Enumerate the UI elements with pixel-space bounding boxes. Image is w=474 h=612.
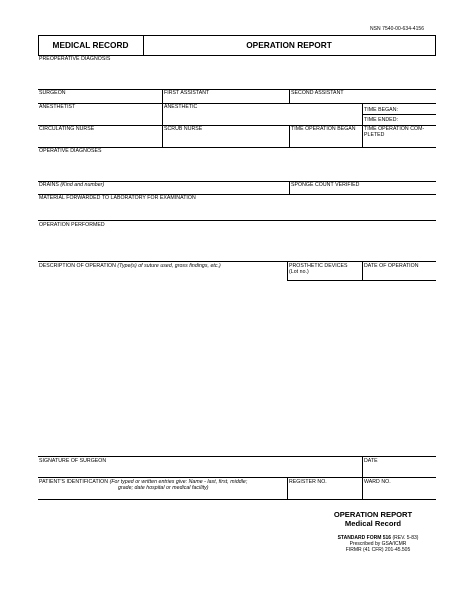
ward-no-field[interactable] <box>363 486 436 498</box>
first-assistant-label: FIRST ASSISTANT <box>164 90 210 96</box>
second-assistant-field[interactable] <box>290 96 436 103</box>
header-top-border <box>38 35 436 36</box>
anesthetic-field[interactable] <box>163 110 362 124</box>
row-line-operation-performed <box>38 220 436 221</box>
preoperative-diagnosis-field[interactable] <box>38 63 436 88</box>
signature-of-surgeon-label: SIGNATURE OF SURGEON <box>39 458 107 464</box>
time-began-line <box>362 114 436 115</box>
material-forwarded-label: MATERIAL FORWARDED TO LABORATORY FOR EXAMINATION <box>39 195 196 201</box>
medical-record-title: MEDICAL RECORD <box>52 40 129 50</box>
patient-identification-text: PATIENT'S IDENTIFICATION <box>39 479 109 485</box>
standard-form-rev: (REV. 5-83) <box>392 535 419 541</box>
prosthetic-devices-label-2: (Lot no.) <box>289 269 309 275</box>
time-ended-label: TIME ENDED: <box>364 117 398 123</box>
circulating-nurse-field[interactable] <box>38 132 162 146</box>
date-of-operation-label: DATE OF OPERATION <box>364 263 419 269</box>
time-began-label: TIME BEGAN: <box>364 107 398 113</box>
operation-performed-field[interactable] <box>38 229 436 261</box>
prosthetic-devices-label: PROSTHETIC DEVICES <box>289 263 348 269</box>
date-label: DATE <box>364 458 378 464</box>
anesthetic-label: ANESTHETIC <box>164 104 198 110</box>
patient-identification-field[interactable] <box>38 492 287 498</box>
operation-report-title: OPERATION REPORT <box>246 40 332 50</box>
time-operation-began-label: TIME OPERATION BEGAN <box>291 126 356 132</box>
surgeon-field[interactable] <box>38 96 162 103</box>
header-right-border <box>435 35 436 55</box>
time-operation-completed-label-2: PLETED <box>364 132 385 138</box>
row-line-patient-identification <box>38 477 436 478</box>
ward-no-label: WARD NO. <box>364 479 391 485</box>
row-line-description <box>38 261 436 262</box>
register-no-field[interactable] <box>288 486 362 498</box>
scrub-nurse-field[interactable] <box>163 132 289 146</box>
operation-performed-label: OPERATION PERFORMED <box>39 222 105 228</box>
drains-note: (Kind and number) <box>60 182 105 188</box>
time-operation-completed-label: TIME OPERATION COM- <box>364 126 425 132</box>
first-assistant-field[interactable] <box>163 96 289 103</box>
preoperative-diagnosis-label: PREOPERATIVE DIAGNOSIS <box>39 56 111 62</box>
patient-id-note-2-wrap <box>118 485 209 491</box>
sponge-count-label: SPONGE COUNT VERIFIED <box>291 182 360 188</box>
prescribed-by: Prescribed by GSA/ICMR <box>349 541 407 547</box>
time-operation-began-field[interactable] <box>290 132 362 146</box>
nsn-number: NSN 7540-00-634-4156 <box>370 26 425 32</box>
row-line-signature <box>38 456 436 457</box>
anesthetist-field[interactable] <box>38 110 162 124</box>
footer-title: OPERATION REPORT <box>333 510 413 519</box>
description-of-operation-label <box>39 263 221 269</box>
operative-diagnoses-label: OPERATIVE DIAGNOSES <box>39 148 102 154</box>
patient-id-note-1: (For typed or written entries give: Name - last, first, middle; <box>109 479 248 485</box>
row-line-anesthetist <box>38 103 436 104</box>
row-line-surgeon <box>38 89 436 90</box>
signature-of-surgeon-field[interactable] <box>38 464 362 476</box>
description-of-operation-field[interactable] <box>38 270 436 456</box>
surgeon-label: SURGEON <box>39 90 66 96</box>
standard-form: STANDARD FORM 516 <box>337 535 392 541</box>
description-text: DESCRIPTION OF OPERATION <box>39 263 116 269</box>
signature-date-field[interactable] <box>363 464 436 476</box>
material-forwarded-field[interactable] <box>38 202 436 219</box>
register-no-label: REGISTER NO. <box>289 479 327 485</box>
operative-diagnoses-field[interactable] <box>38 155 436 180</box>
scrub-nurse-label: SCRUB NURSE <box>164 126 203 132</box>
description-note: (Type(s) of suture used, gross findings, etc.) <box>117 263 221 269</box>
row-line-bottom <box>38 499 436 500</box>
anesthetist-label: ANESTHETIST <box>39 104 76 110</box>
drains-text: DRAINS <box>39 182 59 188</box>
circulating-nurse-label: CIRCULATING NURSE <box>39 126 95 132</box>
firmr-reference: FIRMR (41 CFR) 201-45.505 <box>345 547 411 553</box>
patient-id-note-2: grade; date hospital or medical facility) <box>118 485 209 491</box>
second-assistant-label: SECOND ASSISTANT <box>291 90 344 96</box>
footer-subtitle: Medical Record <box>344 519 402 528</box>
